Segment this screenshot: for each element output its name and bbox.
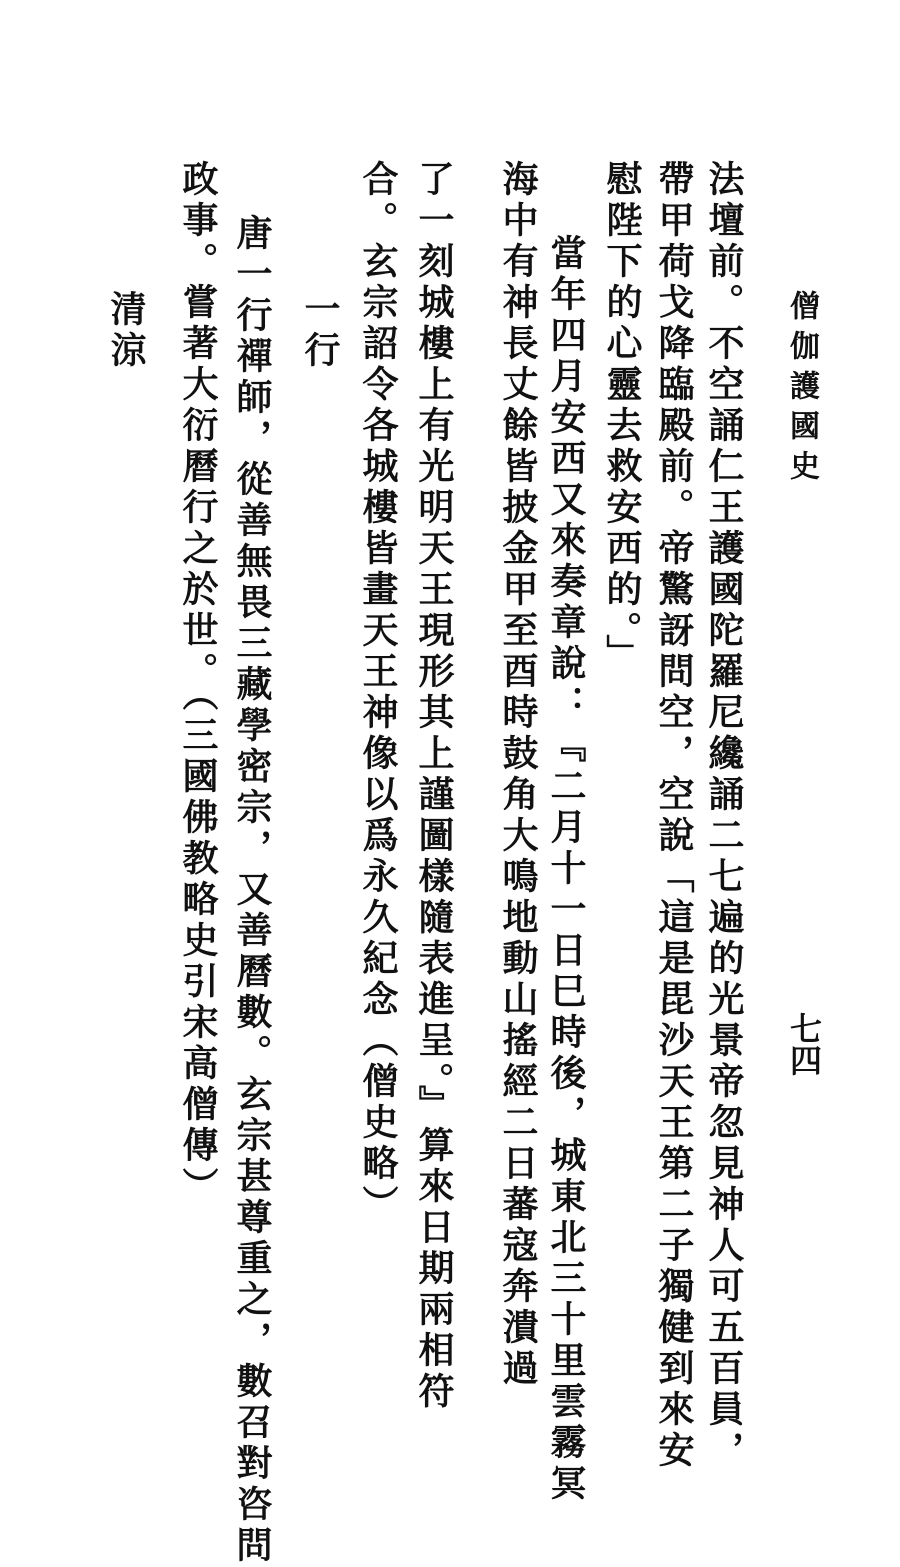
next-section-heading: 清涼 xyxy=(105,290,147,372)
text-column-9: 政事。嘗著大衍曆行之於世。（三國佛教略史引宋高僧傳） xyxy=(177,160,219,1208)
text-column-5: 海中有神長丈餘皆披金甲至酉時鼓角大鳴地動山搖經二日蕃寇奔潰過 xyxy=(497,160,539,1390)
text-column-2: 帶甲荷戈降臨殿前。帝驚訝問空，空說「這是毘沙天王第二子獨健到來安 xyxy=(653,160,695,1472)
text-column-7: 合。玄宗詔令各城樓皆畫天王神像以爲永久紀念（僧史略） xyxy=(357,160,399,1226)
page-number: 七四 xyxy=(785,1012,823,1076)
text-column-1: 法壇前。不空誦仁王護國陀羅尼纔誦二七遍的光景帝忽見神人可五百員， xyxy=(703,160,745,1472)
text-column-3: 慰陛下的心靈去救安西的。」 xyxy=(601,160,643,675)
running-header-title: 僧伽護國史 xyxy=(784,290,819,490)
text-column-4: 當年四月安西又來奏章說：『二月十一日巳時後，城東北三十里雲霧冥 xyxy=(545,234,587,1505)
text-column-8: 唐一行禪師，從善無畏三藏學密宗，又善曆數。玄宗甚尊重之，數召對咨問 xyxy=(231,214,273,1567)
section-heading: 一行 xyxy=(299,290,341,372)
text-column-6: 了一刻城樓上有光明天王現形其上謹圖樣隨表進呈。』算來日期兩相符 xyxy=(413,160,455,1413)
